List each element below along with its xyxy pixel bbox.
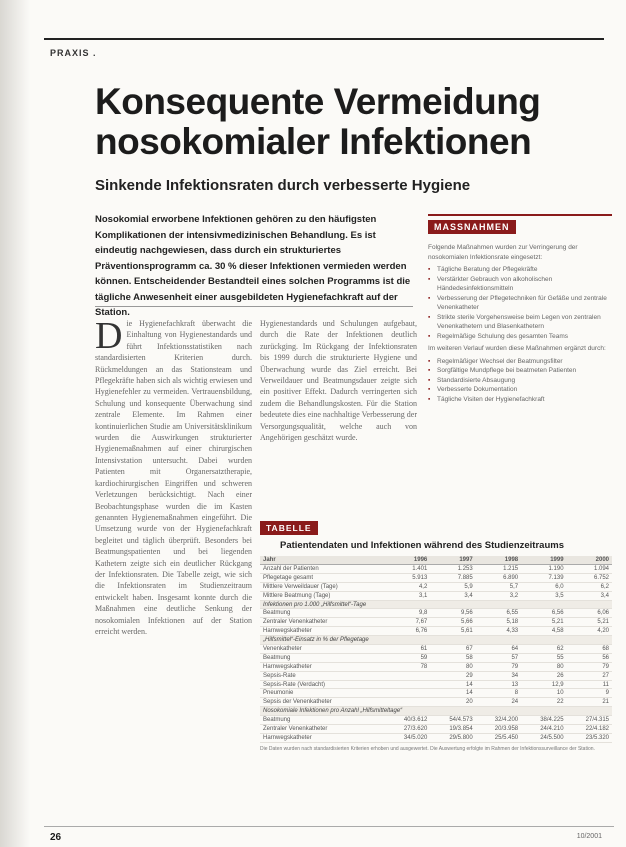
- table-header-cell: 1998: [476, 556, 521, 565]
- measures-box: [428, 214, 612, 494]
- table-cell: 11: [567, 680, 612, 689]
- table-cell: 13: [476, 680, 521, 689]
- table-cell: 5,7: [476, 582, 521, 591]
- table-cell: Mittlere Verweildauer (Tage): [260, 582, 385, 591]
- table-cell: 20: [430, 698, 475, 707]
- table-cell: 1.190: [521, 565, 566, 574]
- section-label: PRAXIS .: [50, 48, 97, 58]
- table-cell: 3,5: [521, 591, 566, 600]
- table-cell: 24/4.210: [521, 725, 566, 734]
- table-cell: 80: [521, 662, 566, 671]
- table-cell: 6.752: [567, 573, 612, 582]
- page-number: 26: [50, 832, 62, 843]
- table-cell: 27/4.315: [567, 716, 612, 725]
- table-cell: 1.401: [385, 565, 430, 574]
- title-line-1: Konsequente Vermeidung: [95, 81, 541, 122]
- table-group-row: [260, 707, 612, 716]
- measure-item: ▪ Tägliche Visiten der Hygienefachkraft: [428, 395, 612, 405]
- table-cell: Sepsis der Venenkatheter: [260, 698, 385, 707]
- table-cell: 6.890: [476, 573, 521, 582]
- table-row: [260, 733, 612, 742]
- table-cell: 56: [567, 653, 612, 662]
- measures-label: MASSNAHMEN: [428, 220, 516, 234]
- table-cell: Anzahl der Patienten: [260, 565, 385, 574]
- table-cell: 4,2: [385, 582, 430, 591]
- measure-item: ▪ Regelmäßige Schulung des gesamten Teams: [428, 332, 612, 342]
- table-cell: 5.913: [385, 573, 430, 582]
- measure-item: ▪ Verbesserte Dokumentation: [428, 385, 612, 395]
- table-cell: 3,4: [567, 591, 612, 600]
- table-cell: Harnwegskatheter: [260, 733, 385, 742]
- table-cell: Zentraler Venenkatheter: [260, 725, 385, 734]
- page-shadow: [0, 0, 30, 847]
- table-row: [260, 645, 612, 654]
- table-header-row: [260, 556, 612, 565]
- table-cell: 8: [476, 689, 521, 698]
- measure-item: ▪ Verstärkter Gebrauch von alkoholischen Händedesinfektionsmitteln: [428, 275, 612, 294]
- table-row: [260, 698, 612, 707]
- table-row: [260, 716, 612, 725]
- footer-rule: [44, 826, 614, 827]
- table-cell: 24: [476, 698, 521, 707]
- body-column-1: [95, 318, 252, 830]
- table-cell: 34/5.020: [385, 733, 430, 742]
- table-row: [260, 680, 612, 689]
- table-cell: 6,55: [476, 609, 521, 618]
- table-cell: 10: [521, 689, 566, 698]
- table-group-label: Infektionen pro 1.000 „Hilfsmittel“-Tage: [260, 600, 612, 609]
- table-cell: Pflegetage gesamt: [260, 573, 385, 582]
- table-cell: 23/5.320: [567, 733, 612, 742]
- table-header-cell: 1997: [430, 556, 475, 565]
- data-table-section: [260, 518, 612, 818]
- table-cell: Beatmung: [260, 609, 385, 618]
- table-cell: 3,2: [476, 591, 521, 600]
- table-cell: 5,21: [521, 618, 566, 627]
- table-cell: 57: [476, 653, 521, 662]
- table-cell: 6,06: [567, 609, 612, 618]
- table-cell: 1.253: [430, 565, 475, 574]
- table-cell: 6,0: [521, 582, 566, 591]
- table-header-cell: Jahr: [260, 556, 385, 565]
- table-cell: 9: [567, 689, 612, 698]
- measures-intro: Folgende Maßnahmen wurden zur Verringerung der nosokomialen Infektionsrate eingesetzt:: [428, 244, 578, 261]
- table-cell: Sepsis-Rate: [260, 671, 385, 680]
- article-lead: Nosokomial erworbene Infektionen gehören zu den häufigsten Komplikationen der intensivmedizinischen Behandlung. Es ist eindeutig nachgewiesen, dass durch ein strukturiertes Präventionsprogramm ca. 30 % dieser Infektionen vermieden werden können. Entscheidender Bestandteil eines solchen Programms ist die tägliche Anwesenheit einer ausgebildeten Hygienefachkraft auf der Station.: [95, 214, 411, 318]
- table-cell: 62: [521, 645, 566, 654]
- table-cell: 32/4.200: [476, 716, 521, 725]
- measure-item: ▪ Standardisierte Absaugung: [428, 376, 612, 386]
- table-row: [260, 618, 612, 627]
- table-cell: 19/3.854: [430, 725, 475, 734]
- table-cell: Beatmung: [260, 716, 385, 725]
- table-cell: 20/3.958: [476, 725, 521, 734]
- measure-item: ▪ Tägliche Beratung der Pflegekräfte: [428, 265, 612, 275]
- measure-item: ▪ Regelmäßiger Wechsel der Beatmungsfilter: [428, 357, 612, 367]
- measure-item: ▪ Verbesserung der Pflegetechniken für Gefäße und zentrale Venenkatheter: [428, 294, 612, 313]
- issue-label: 10/2001: [576, 833, 602, 840]
- table-cell: 7,67: [385, 618, 430, 627]
- table-cell: 22/4.182: [567, 725, 612, 734]
- table-cell: 80: [430, 662, 475, 671]
- table-row: [260, 609, 612, 618]
- measure-item: ▪ Sorgfältige Mundpflege bei beatmeten Patienten: [428, 366, 612, 376]
- table-row: [260, 671, 612, 680]
- table-cell: [385, 680, 430, 689]
- table-cell: Pneumonie: [260, 689, 385, 698]
- table-cell: 4,33: [476, 627, 521, 636]
- table-cell: 68: [567, 645, 612, 654]
- body-column-2: Hygienestandards und Schulungen aufgebaut, durch die Rate der Infektionen deutlich zurückging. Im Rückgang der Infektionsraten bis 1999 durch die strukturierte Hygiene und Überwachung wurde das Ziel erreicht. Bei Verweildauer und Beatmungsdauer zeigte sich ein positiver Effekt. Dadurch verringerten sich zudem die Behandlungskosten. Für die Station bedeutete dies eine nachhaltige Verbesserung der Versorgungsqualität, welche auch von Angehörigen geschätzt wurde.: [260, 319, 417, 443]
- table-title: Patientendaten und Infektionen während des Studienzeitraums: [280, 540, 564, 551]
- table-cell: 58: [430, 653, 475, 662]
- table-group-label: „Hilfsmittel“-Einsatz in % der Pflegetage: [260, 636, 612, 645]
- table-cell: [385, 689, 430, 698]
- table-cell: 55: [521, 653, 566, 662]
- table-cell: 3,1: [385, 591, 430, 600]
- table-group-label: Nosokomiale Infektionen pro Anzahl „Hilfsmitteltage“: [260, 707, 612, 716]
- table-header-cell: 1999: [521, 556, 566, 565]
- lead-divider: [95, 306, 413, 307]
- table-label: TABELLE: [260, 521, 318, 535]
- table-cell: 9,8: [385, 609, 430, 618]
- table-cell: 29: [430, 671, 475, 680]
- table-cell: 26: [521, 671, 566, 680]
- table-row: [260, 725, 612, 734]
- table-cell: 5,66: [430, 618, 475, 627]
- table-cell: 34: [476, 671, 521, 680]
- top-rule: [44, 38, 604, 58]
- table-cell: 27: [567, 671, 612, 680]
- table-row: [260, 573, 612, 582]
- measures-list-2: [428, 357, 612, 405]
- body-text-1: ie Hygienefachkraft überwacht die Einhaltung von Hygienestandards und führt Infektionsstatistiken nach standardisierten Kriterien durch. Rückmeldungen an das Stationsteam und Pflegekräfte haben sich als wichtig erwiesen und Hygienefehler zu vermeiden. Vertrauensbildung, Schulung und konsequente Überwachung sind zentrale Elemente. Im Rahmen einer kontinuierlichen Studie am Universitätsklinikum wurden die Auswirkungen strukturierter Hygienemaßnahmen auf einer chirurgischen Intensivstation untersucht. Dabei wurden Patienten mit Organersatztherapie, kardiochirurgischen Eingriffen und schweren Verletzungen berücksichtigt. Nach einer Beobachtungsphase wurden die im Kasten genannten Hygienemaßnahmen eingeführt. Die Umsetzung wurde von der Hygienefachkraft begleitet und täglich überprüft. Besonders bei Beatmungspatienten und bei liegenden Kathetern zeigte sich ein deutlicher Rückgang der Infektionsraten. Die Tabelle zeigt, wie sich die Infektionsraten im Studienzeitraum entwickelt haben. Insgesamt konnte durch die Maßnahmen eine deutliche Senkung der nosokomialen Infektionen auf der Station erreicht werden.: [95, 319, 252, 636]
- table-cell: 1.094: [567, 565, 612, 574]
- table-row: [260, 662, 612, 671]
- table-cell: 54/4.573: [430, 716, 475, 725]
- table-cell: [385, 698, 430, 707]
- table-cell: 61: [385, 645, 430, 654]
- table-cell: 25/5.450: [476, 733, 521, 742]
- table-cell: Zentraler Venenkatheter: [260, 618, 385, 627]
- table-cell: 6,76: [385, 627, 430, 636]
- table-cell: 22: [521, 698, 566, 707]
- table-cell: 5,18: [476, 618, 521, 627]
- table-row: [260, 591, 612, 600]
- table-cell: Venenkatheter: [260, 645, 385, 654]
- table-cell: Harnwegskatheter: [260, 627, 385, 636]
- table-group-row: [260, 600, 612, 609]
- title-line-2: nosokomialer Infektionen: [95, 121, 532, 162]
- table-cell: 21: [567, 698, 612, 707]
- table-cell: 67: [430, 645, 475, 654]
- table-cell: Harnwegskatheter: [260, 662, 385, 671]
- measures-list: [428, 265, 612, 341]
- table-row: [260, 627, 612, 636]
- table-row: [260, 653, 612, 662]
- table-row: [260, 582, 612, 591]
- table-row: [260, 689, 612, 698]
- article-title: [95, 82, 595, 162]
- table-cell: 5,61: [430, 627, 475, 636]
- table-cell: 79: [567, 662, 612, 671]
- table-cell: 27/3.620: [385, 725, 430, 734]
- table-cell: 4,58: [521, 627, 566, 636]
- table-cell: 38/4.225: [521, 716, 566, 725]
- table-body: [260, 565, 612, 743]
- table-cell: 7.139: [521, 573, 566, 582]
- table-group-row: [260, 636, 612, 645]
- drop-cap: D: [95, 318, 123, 357]
- table-cell: 5,21: [567, 618, 612, 627]
- table-cell: 29/5.800: [430, 733, 475, 742]
- table-cell: Mittlere Beatmung (Tage): [260, 591, 385, 600]
- table-cell: 14: [430, 689, 475, 698]
- table-cell: 59: [385, 653, 430, 662]
- table-cell: 12,9: [521, 680, 566, 689]
- table-footnote: Die Daten wurden nach standardisierten Kriterien erhoben und ausgewertet. Die Auswertung erfolgte im Rahmen der Infektionssurveillance der Station.: [260, 745, 595, 752]
- table-cell: Sepsis-Rate (Verdacht): [260, 680, 385, 689]
- table-row: [260, 565, 612, 574]
- table-cell: 5,9: [430, 582, 475, 591]
- article-subtitle: Sinkende Infektionsraten durch verbesserte Hygiene: [95, 177, 471, 194]
- table-cell: 79: [476, 662, 521, 671]
- table-cell: 7.885: [430, 573, 475, 582]
- table-cell: 6,56: [521, 609, 566, 618]
- table-cell: 1.215: [476, 565, 521, 574]
- table-cell: Beatmung: [260, 653, 385, 662]
- table-header-cell: 2000: [567, 556, 612, 565]
- data-table: [260, 556, 612, 743]
- measure-item: ▪ Strikte sterile Vorgehensweise beim Legen von zentralen Venenkathetern und Blasenkathetern: [428, 313, 612, 332]
- table-cell: 40/3.612: [385, 716, 430, 725]
- table-cell: 64: [476, 645, 521, 654]
- table-cell: 9,56: [430, 609, 475, 618]
- table-cell: 14: [430, 680, 475, 689]
- measures-body: [428, 243, 612, 404]
- table-cell: 6,2: [567, 582, 612, 591]
- table-cell: 24/5.500: [521, 733, 566, 742]
- table-header-cell: 1996: [385, 556, 430, 565]
- table-cell: 3,4: [430, 591, 475, 600]
- table-cell: 78: [385, 662, 430, 671]
- table-cell: 4,20: [567, 627, 612, 636]
- measures-middle: Im weiteren Verlauf wurden diese Maßnahmen ergänzt durch:: [428, 345, 606, 352]
- table-cell: [385, 671, 430, 680]
